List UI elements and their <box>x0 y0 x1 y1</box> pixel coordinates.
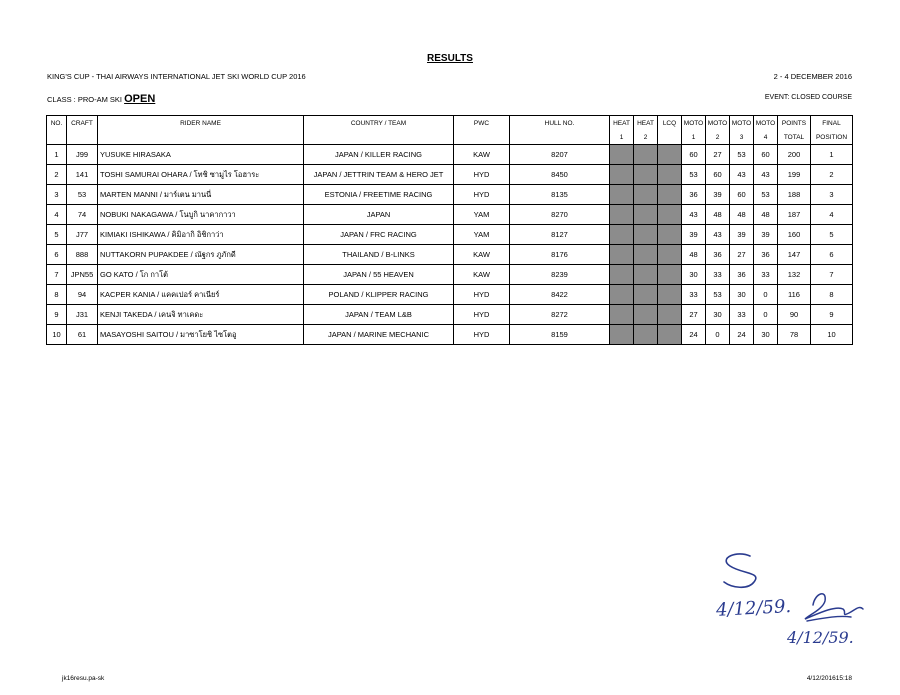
col-no: NO. <box>47 116 67 131</box>
cell-final-position: 10 <box>811 325 853 345</box>
col-lcq: LCQ <box>658 116 682 131</box>
cell-moto-2: 0 <box>706 325 730 345</box>
cell-no: 9 <box>47 305 67 325</box>
cell-craft: J99 <box>67 145 98 165</box>
cell-points-total: 78 <box>778 325 811 345</box>
cell-pwc: YAM <box>454 225 510 245</box>
cell-craft: 74 <box>67 205 98 225</box>
cell-hull: 8176 <box>510 245 610 265</box>
cell-moto-3: 30 <box>730 285 754 305</box>
col-final: FINAL <box>811 116 853 131</box>
table-header <box>47 116 853 145</box>
cell-moto-2: 43 <box>706 225 730 245</box>
cell-moto-3: 27 <box>730 245 754 265</box>
col-moto-4: MOTO <box>754 116 778 131</box>
cell-moto-4: 33 <box>754 265 778 285</box>
cell-country: THAILAND / B-LINKS <box>304 245 454 265</box>
cell-craft: 888 <box>67 245 98 265</box>
cell-rider: KENJI TAKEDA / เคนจิ ทาเคดะ <box>98 305 304 325</box>
cell-final-position: 5 <box>811 225 853 245</box>
cell-hull: 8272 <box>510 305 610 325</box>
cell-no: 4 <box>47 205 67 225</box>
cell-rider: MARTEN MANNI / มาร์เตน มานนี่ <box>98 185 304 205</box>
col-lcq-sub <box>658 130 682 145</box>
cell-pwc: HYD <box>454 285 510 305</box>
cell-moto-4: 0 <box>754 285 778 305</box>
cell-country: JAPAN / FRC RACING <box>304 225 454 245</box>
cell-heat-1 <box>610 145 634 165</box>
col-moto-2: MOTO <box>706 116 730 131</box>
cell-heat-1 <box>610 325 634 345</box>
cell-craft: J77 <box>67 225 98 245</box>
col-pwc-sub <box>454 130 510 145</box>
cell-pwc: KAW <box>454 245 510 265</box>
cell-lcq <box>658 325 682 345</box>
cell-rider: TOSHI SAMURAI OHARA / โทชิ ซามูไร โอฮาระ <box>98 165 304 185</box>
col-moto-2-sub: 2 <box>706 130 730 145</box>
cell-hull: 8127 <box>510 225 610 245</box>
cell-lcq <box>658 225 682 245</box>
table-body <box>47 145 853 345</box>
table-row <box>47 225 853 245</box>
cell-pwc: KAW <box>454 265 510 285</box>
cell-final-position: 2 <box>811 165 853 185</box>
col-rider: RIDER NAME <box>98 116 304 131</box>
cell-lcq <box>658 265 682 285</box>
cell-country: JAPAN / MARINE MECHANIC <box>304 325 454 345</box>
event-name: KING'S CUP - THAI AIRWAYS INTERNATIONAL JET SKI WORLD CUP 2016 <box>47 72 306 81</box>
col-final-sub: POSITION <box>811 130 853 145</box>
table-row <box>47 185 853 205</box>
cell-lcq <box>658 285 682 305</box>
cell-heat-2 <box>634 305 658 325</box>
cell-moto-2: 48 <box>706 205 730 225</box>
cell-final-position: 9 <box>811 305 853 325</box>
cell-moto-4: 43 <box>754 165 778 185</box>
col-hull: HULL NO. <box>510 116 610 131</box>
cell-craft: 94 <box>67 285 98 305</box>
cell-moto-1: 24 <box>682 325 706 345</box>
cell-moto-4: 60 <box>754 145 778 165</box>
cell-heat-2 <box>634 265 658 285</box>
cell-moto-1: 48 <box>682 245 706 265</box>
cell-hull: 8422 <box>510 285 610 305</box>
col-craft-sub <box>67 130 98 145</box>
cell-heat-1 <box>610 205 634 225</box>
table-row <box>47 305 853 325</box>
table-row <box>47 145 853 165</box>
cell-country: ESTONIA / FREETIME RACING <box>304 185 454 205</box>
class-label: CLASS : PRO-AM SKI <box>47 95 125 104</box>
cell-heat-2 <box>634 285 658 305</box>
signature-2-date: 4/12/59. <box>787 628 854 647</box>
cell-heat-2 <box>634 245 658 265</box>
cell-final-position: 1 <box>811 145 853 165</box>
cell-final-position: 6 <box>811 245 853 265</box>
signature-1-mark <box>724 554 756 587</box>
cell-moto-1: 33 <box>682 285 706 305</box>
cell-country: JAPAN / 55 HEAVEN <box>304 265 454 285</box>
cell-rider: MASAYOSHI SAITOU / มาซาโยชิ ไซโตอู <box>98 325 304 345</box>
cell-points-total: 160 <box>778 225 811 245</box>
col-rider-sub <box>98 130 304 145</box>
cell-rider: NOBUKI NAKAGAWA / โนบูกิ นาคากาวา <box>98 205 304 225</box>
cell-heat-1 <box>610 305 634 325</box>
cell-no: 1 <box>47 145 67 165</box>
cell-heat-2 <box>634 185 658 205</box>
cell-hull: 8270 <box>510 205 610 225</box>
signature-2-mark <box>805 594 863 619</box>
cell-final-position: 7 <box>811 265 853 285</box>
cell-moto-2: 60 <box>706 165 730 185</box>
cell-lcq <box>658 205 682 225</box>
cell-heat-2 <box>634 325 658 345</box>
cell-points-total: 147 <box>778 245 811 265</box>
cell-moto-2: 27 <box>706 145 730 165</box>
cell-moto-1: 53 <box>682 165 706 185</box>
cell-lcq <box>658 165 682 185</box>
cell-heat-1 <box>610 185 634 205</box>
cell-final-position: 4 <box>811 205 853 225</box>
cell-moto-4: 30 <box>754 325 778 345</box>
cell-moto-4: 53 <box>754 185 778 205</box>
cell-moto-4: 36 <box>754 245 778 265</box>
cell-hull: 8239 <box>510 265 610 285</box>
cell-moto-3: 33 <box>730 305 754 325</box>
cell-rider: KACPER KANIA / แคคเปอร์ คาเนียร์ <box>98 285 304 305</box>
col-country-sub <box>304 130 454 145</box>
table-row <box>47 265 853 285</box>
cell-moto-3: 48 <box>730 205 754 225</box>
cell-moto-4: 39 <box>754 225 778 245</box>
table-row <box>47 205 853 225</box>
col-moto-1-sub: 1 <box>682 130 706 145</box>
cell-pwc: HYD <box>454 165 510 185</box>
cell-heat-1 <box>610 165 634 185</box>
cell-pwc: KAW <box>454 145 510 165</box>
cell-craft: J31 <box>67 305 98 325</box>
cell-moto-3: 60 <box>730 185 754 205</box>
footer-timestamp: 4/12/201615:18 <box>806 675 852 682</box>
cell-country: JAPAN / JETTRIN TEAM & HERO JET <box>304 165 454 185</box>
cell-no: 5 <box>47 225 67 245</box>
cell-moto-3: 24 <box>730 325 754 345</box>
col-moto-1: MOTO <box>682 116 706 131</box>
table-row <box>47 285 853 305</box>
cell-lcq <box>658 185 682 205</box>
cell-country: JAPAN / TEAM L&B <box>304 305 454 325</box>
cell-rider: GO KATO / โก กาโต้ <box>98 265 304 285</box>
cell-no: 6 <box>47 245 67 265</box>
cell-hull: 8135 <box>510 185 610 205</box>
cell-country: JAPAN <box>304 205 454 225</box>
cell-moto-2: 53 <box>706 285 730 305</box>
cell-moto-4: 48 <box>754 205 778 225</box>
col-points: POINTS <box>778 116 811 131</box>
cell-craft: JPN55 <box>67 265 98 285</box>
cell-lcq <box>658 245 682 265</box>
col-heat-1: HEAT <box>610 116 634 131</box>
cell-moto-3: 43 <box>730 165 754 185</box>
col-heat-2-sub: 2 <box>634 130 658 145</box>
cell-lcq <box>658 305 682 325</box>
cell-craft: 141 <box>67 165 98 185</box>
cell-hull: 8207 <box>510 145 610 165</box>
col-moto-4-sub: 4 <box>754 130 778 145</box>
col-craft: CRAFT <box>67 116 98 131</box>
cell-lcq <box>658 145 682 165</box>
cell-heat-1 <box>610 265 634 285</box>
col-country: COUNTRY / TEAM <box>304 116 454 131</box>
cell-heat-1 <box>610 285 634 305</box>
cell-final-position: 3 <box>811 185 853 205</box>
cell-heat-1 <box>610 245 634 265</box>
col-moto-3: MOTO <box>730 116 754 131</box>
cell-moto-1: 36 <box>682 185 706 205</box>
cell-country: POLAND / KLIPPER RACING <box>304 285 454 305</box>
cell-rider: YUSUKE HIRASAKA <box>98 145 304 165</box>
cell-moto-2: 30 <box>706 305 730 325</box>
cell-points-total: 188 <box>778 185 811 205</box>
cell-pwc: YAM <box>454 205 510 225</box>
cell-moto-2: 39 <box>706 185 730 205</box>
cell-points-total: 200 <box>778 145 811 165</box>
col-heat-1-sub: 1 <box>610 130 634 145</box>
cell-points-total: 116 <box>778 285 811 305</box>
cell-no: 7 <box>47 265 67 285</box>
table-row <box>47 165 853 185</box>
class-value: OPEN <box>124 93 156 105</box>
page-title: RESULTS <box>427 53 473 64</box>
cell-moto-3: 39 <box>730 225 754 245</box>
event-type: EVENT: CLOSED COURSE <box>764 94 852 101</box>
cell-heat-1 <box>610 225 634 245</box>
cell-points-total: 199 <box>778 165 811 185</box>
cell-craft: 61 <box>67 325 98 345</box>
cell-heat-2 <box>634 165 658 185</box>
cell-moto-1: 27 <box>682 305 706 325</box>
cell-moto-1: 39 <box>682 225 706 245</box>
cell-moto-1: 43 <box>682 205 706 225</box>
cell-points-total: 90 <box>778 305 811 325</box>
cell-moto-2: 36 <box>706 245 730 265</box>
cell-moto-1: 30 <box>682 265 706 285</box>
cell-rider: NUTTAKORN PUPAKDEE / ณัฐกร ภูภักดี <box>98 245 304 265</box>
cell-moto-3: 53 <box>730 145 754 165</box>
cell-pwc: HYD <box>454 305 510 325</box>
cell-no: 8 <box>47 285 67 305</box>
cell-heat-2 <box>634 225 658 245</box>
cell-no: 10 <box>47 325 67 345</box>
cell-craft: 53 <box>67 185 98 205</box>
col-hull-sub <box>510 130 610 145</box>
table-row <box>47 325 853 345</box>
cell-heat-2 <box>634 145 658 165</box>
cell-moto-2: 33 <box>706 265 730 285</box>
cell-country: JAPAN / KILLER RACING <box>304 145 454 165</box>
cell-no: 3 <box>47 185 67 205</box>
cell-points-total: 187 <box>778 205 811 225</box>
cell-hull: 8159 <box>510 325 610 345</box>
table-row <box>47 245 853 265</box>
cell-pwc: HYD <box>454 185 510 205</box>
cell-heat-2 <box>634 205 658 225</box>
col-heat-2: HEAT <box>634 116 658 131</box>
cell-no: 2 <box>47 165 67 185</box>
col-moto-3-sub: 3 <box>730 130 754 145</box>
cell-moto-4: 0 <box>754 305 778 325</box>
col-no-sub <box>47 130 67 145</box>
cell-moto-3: 36 <box>730 265 754 285</box>
col-pwc: PWC <box>454 116 510 131</box>
footer-filename: jk16resu.pa-sk <box>62 675 105 682</box>
cell-points-total: 132 <box>778 265 811 285</box>
cell-rider: KIMIAKI ISHIKAWA / คิมิอากิ อิชิกาว่า <box>98 225 304 245</box>
signature-1-date: 4/12/59. <box>715 595 792 621</box>
cell-pwc: HYD <box>454 325 510 345</box>
event-dates: 2 - 4 DECEMBER 2016 <box>773 72 852 81</box>
cell-moto-1: 60 <box>682 145 706 165</box>
col-points-sub: TOTAL <box>778 130 811 145</box>
cell-hull: 8450 <box>510 165 610 185</box>
signature-2 <box>785 575 875 650</box>
results-table <box>46 115 853 345</box>
cell-final-position: 8 <box>811 285 853 305</box>
class-line <box>47 93 155 105</box>
